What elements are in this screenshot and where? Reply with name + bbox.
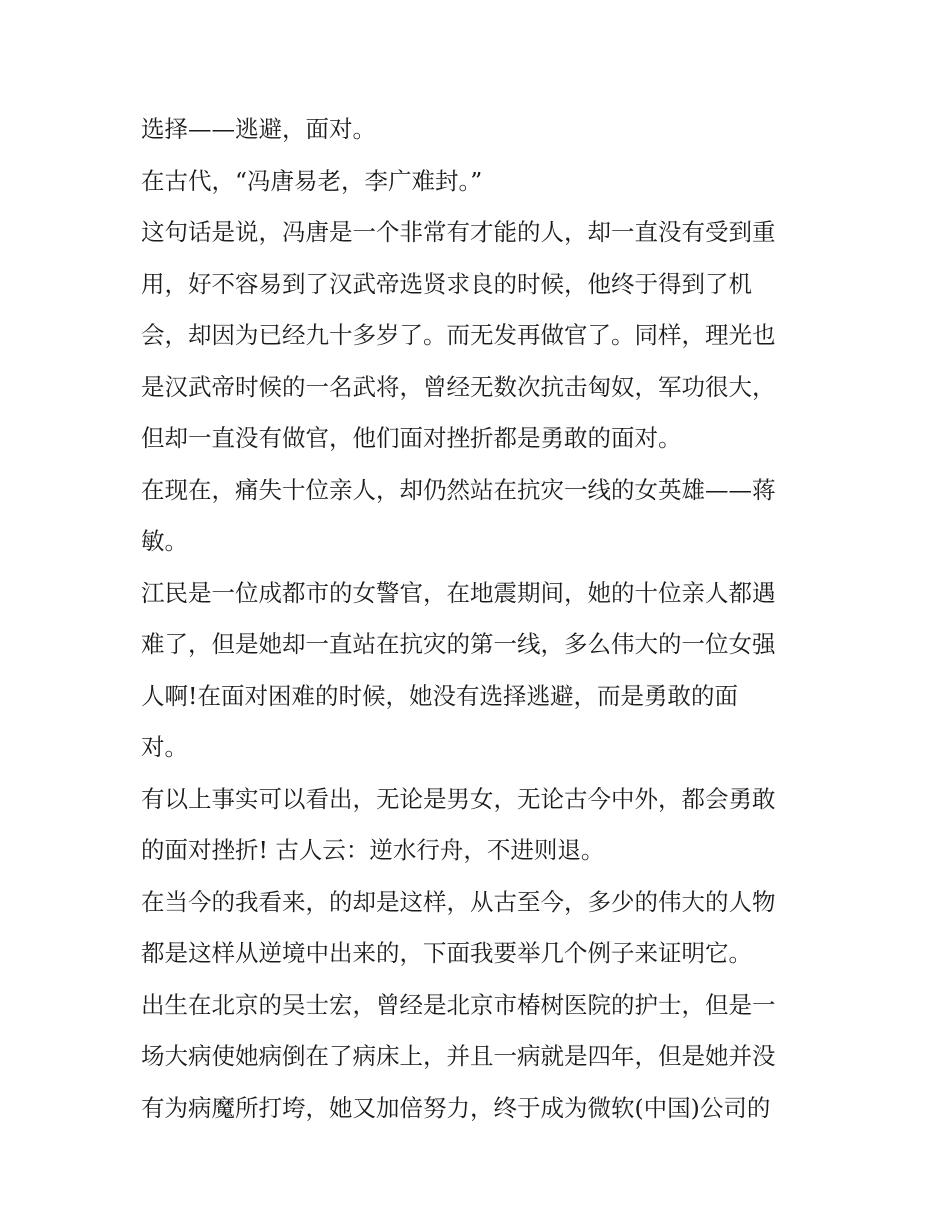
text-line: 有以上事实可以看出，无论是男女，无论古今中外，都会勇敢 <box>141 784 776 813</box>
text-line: 但却一直没有做官，他们面对挫折都是勇敢的面对。 <box>141 424 682 452</box>
text-line: 是汉武帝时候的一名武将，曾经无数次抗击匈奴，军功很大， <box>141 372 776 401</box>
text-line: 难了，但是她却一直站在抗灾的第一线，多么伟大的一位女强 <box>141 630 776 658</box>
text-line: 在现在，痛失十位亲人，却仍然站在抗灾一线的女英雄——蒋 <box>141 475 776 504</box>
text-line: 都是这样从逆境中出来的，下面我要举几个例子来证明它。 <box>141 939 752 967</box>
text-line: 在古代，“冯唐易老，李广难封。” <box>141 166 483 195</box>
text-line: 在当今的我看来，的却是这样，从古至今，多少的伟大的人物 <box>141 887 776 916</box>
text-line: 这句话是说，冯唐是一个非常有才能的人，却一直没有受到重 <box>141 218 776 246</box>
text-line: 的面对挫折! 古人云：逆水行舟，不进则退。 <box>141 836 605 864</box>
text-line: 敏。 <box>141 527 188 555</box>
text-line: 江民是一位成都市的女警官，在地震期间，她的十位亲人都遇 <box>141 578 776 607</box>
text-line: 用，好不容易到了汉武帝选贤求良的时候，他终于得到了机 <box>141 269 752 298</box>
document-body <box>141 104 821 1134</box>
text-line: 有为病魔所打垮，她又加倍努力，终于成为微软(中国)公司的 <box>141 1093 771 1122</box>
text-line: 人啊!在面对困难的时候，她没有选择逃避，而是勇敢的面 <box>141 681 738 710</box>
text-line: 出生在北京的吴士宏，曾经是北京市椿树医院的护士，但是一 <box>141 990 776 1019</box>
text-line: 场大病使她病倒在了病床上，并且一病就是四年，但是她并没 <box>141 1042 776 1070</box>
text-line: 会，却因为已经九十多岁了。而无发再做官了。同样，理光也 <box>141 321 776 349</box>
text-line: 对。 <box>141 733 188 761</box>
text-line: 选择——逃避，面对。 <box>141 115 376 143</box>
